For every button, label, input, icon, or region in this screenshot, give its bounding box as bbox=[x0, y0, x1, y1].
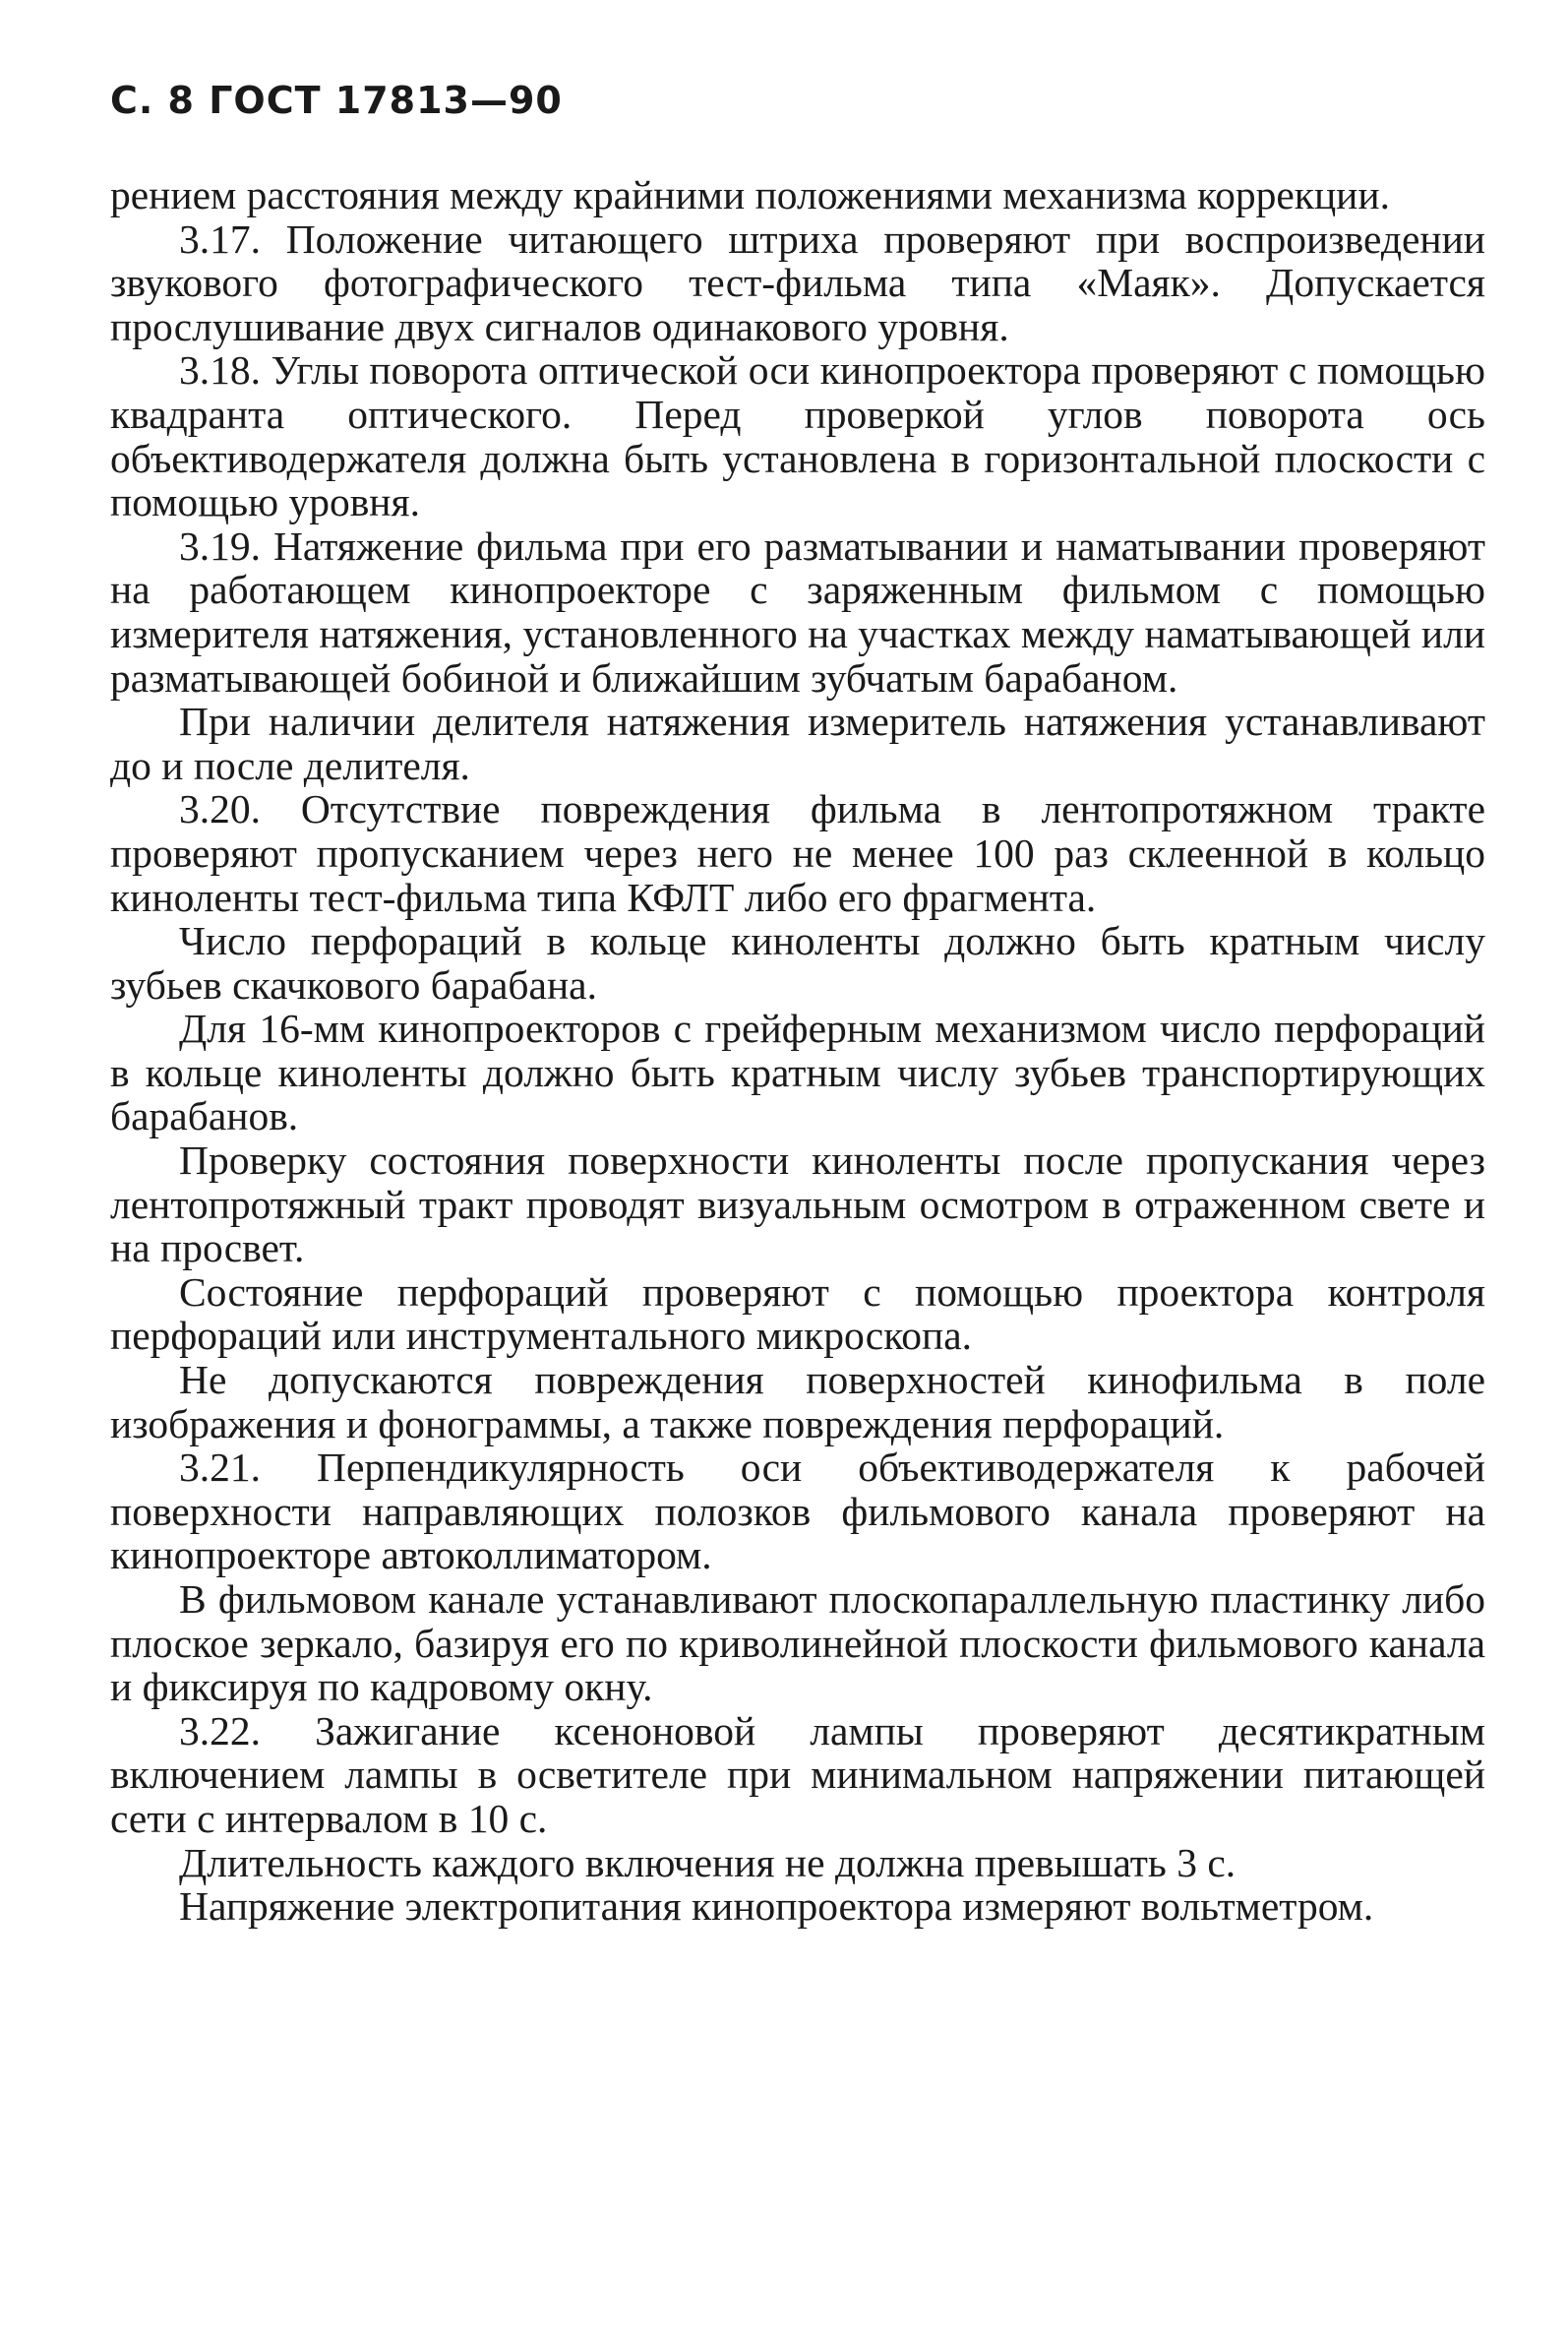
paragraph: 3.22. Зажигание ксеноновой лампы проверяют десятикратным включением лампы в осветителе при минимальном напряжении питающей сети с интервалом в 10 с. bbox=[110, 1707, 1485, 1841]
paragraph: Для 16-мм кинопроекторов с грейферным механизмом число перфораций в кольце киноленты должно быть кратным числу зубьев транспортирующих барабанов. bbox=[110, 1006, 1485, 1139]
document-page bbox=[110, 79, 1485, 1929]
paragraph: рением расстояния между крайними положениями механизма коррекции. bbox=[110, 172, 1390, 217]
paragraph: 3.21. Перпендикулярность оси объективодержателя к рабочей поверхности направляющих полозков фильмового канала проверяют на кинопроекторе автоколлиматором. bbox=[110, 1445, 1485, 1578]
paragraph: Напряжение электропитания кинопроектора измеряют вольтметром. bbox=[179, 1883, 1374, 1930]
paragraph: 3.19. Натяжение фильма при его разматывании и наматывании проверяют на работающем кинопроекторе с заряженным фильмом с помощью измерителя натяжения, установленного на участках между наматывающей или разматывающей бобиной и ближайшим зубчатым барабаном. bbox=[110, 523, 1485, 701]
page-header: С. 8 ГОСТ 17813—90 bbox=[110, 79, 563, 122]
paragraph: При наличии делителя натяжения измеритель натяжения устанавливают до и после делителя. bbox=[110, 699, 1485, 788]
paragraph: Не допускаются повреждения поверхностей кинофильма в поле изображения и фонограммы, а также повреждения перфораций. bbox=[110, 1357, 1485, 1446]
paragraph: Проверку состояния поверхности киноленты после пропускания через лентопротяжный тракт проводят визуальным осмотром в отраженном свете и на просвет. bbox=[110, 1137, 1485, 1271]
paragraph: Состояние перфораций проверяют с помощью проектора контроля перфораций или инструментального микроскопа. bbox=[110, 1268, 1485, 1359]
paragraph: Длительность каждого включения не должна превышать 3 с. bbox=[179, 1839, 1236, 1885]
paragraph: В фильмовом канале устанавливают плоскопараллельную пластинку либо плоское зеркало, базируя его по криволинейной плоскости фильмового канала и фиксируя по кадровому окну. bbox=[110, 1576, 1485, 1710]
paragraph: 3.17. Положение читающего штриха проверяют при воспроизведении звукового фотографического тест-фильма типа «Маяк». Допускается прослушивание двух сигналов одинакового уровня. bbox=[110, 215, 1485, 349]
paragraph: 3.18. Углы поворота оптической оси кинопроектора проверяют с помощью квадранта оптического. Перед проверкой углов поворота ось объективодержателя должна быть установлена в горизонтальной плоскости с помощью уровня. bbox=[110, 347, 1485, 525]
body-text bbox=[110, 173, 1485, 1929]
paragraph: Число перфораций в кольце киноленты должно быть кратным числу зубьев скачкового барабана. bbox=[110, 918, 1485, 1008]
paragraph: 3.20. Отсутствие повреждения фильма в лентопротяжном тракте проверяют пропусканием через него не менее 100 раз склеенной в кольцо киноленты тест-фильма типа КФЛТ либо его фрагмента. bbox=[110, 786, 1485, 920]
